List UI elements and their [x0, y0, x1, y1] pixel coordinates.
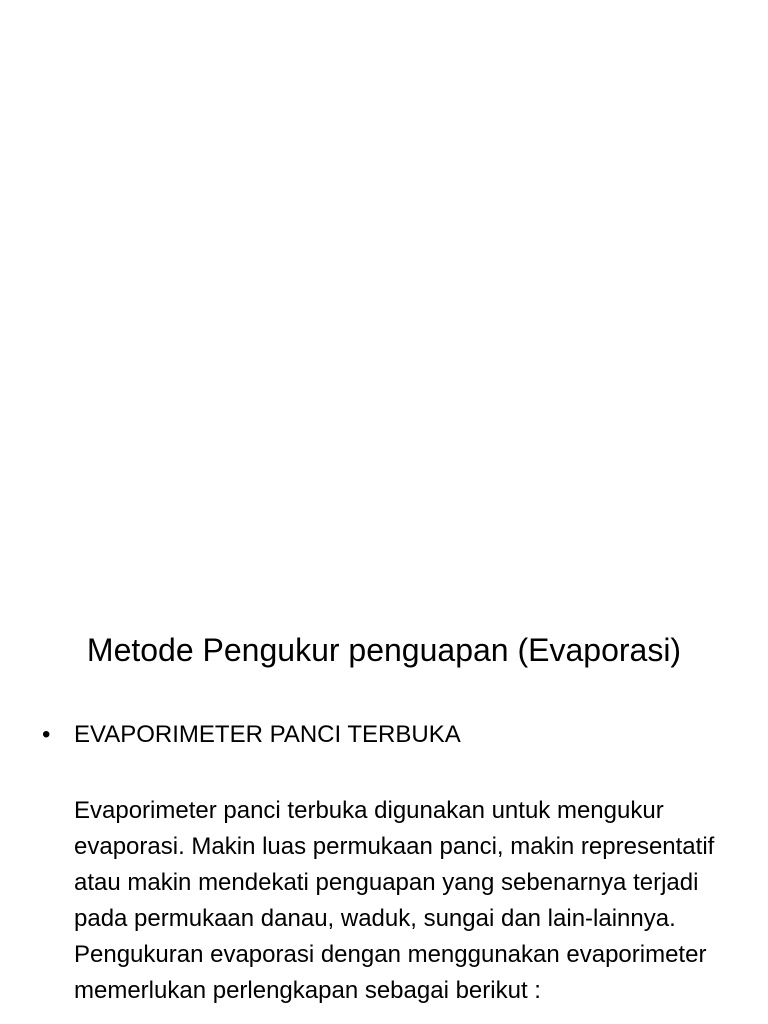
bullet-marker: •: [42, 721, 51, 748]
bullet-heading: EVAPORIMETER PANCI TERBUKA: [74, 721, 461, 748]
body-paragraph: Evaporimeter panci terbuka digunakan untuk mengukur evaporasi. Makin luas permukaan panci, makin representatif atau makin mendekati penguapan yang sebenarnya terjadi pada permukaan danau, waduk, sungai dan lain-lainnya. Pengukuran evaporasi dengan menggunakan evaporimeter memerlukan perlengkapan sebagai berikut :: [74, 797, 715, 1004]
bullet-item: [42, 717, 461, 753]
slide-title: Metode Pengukur penguapan (Evaporasi): [86, 632, 682, 668]
